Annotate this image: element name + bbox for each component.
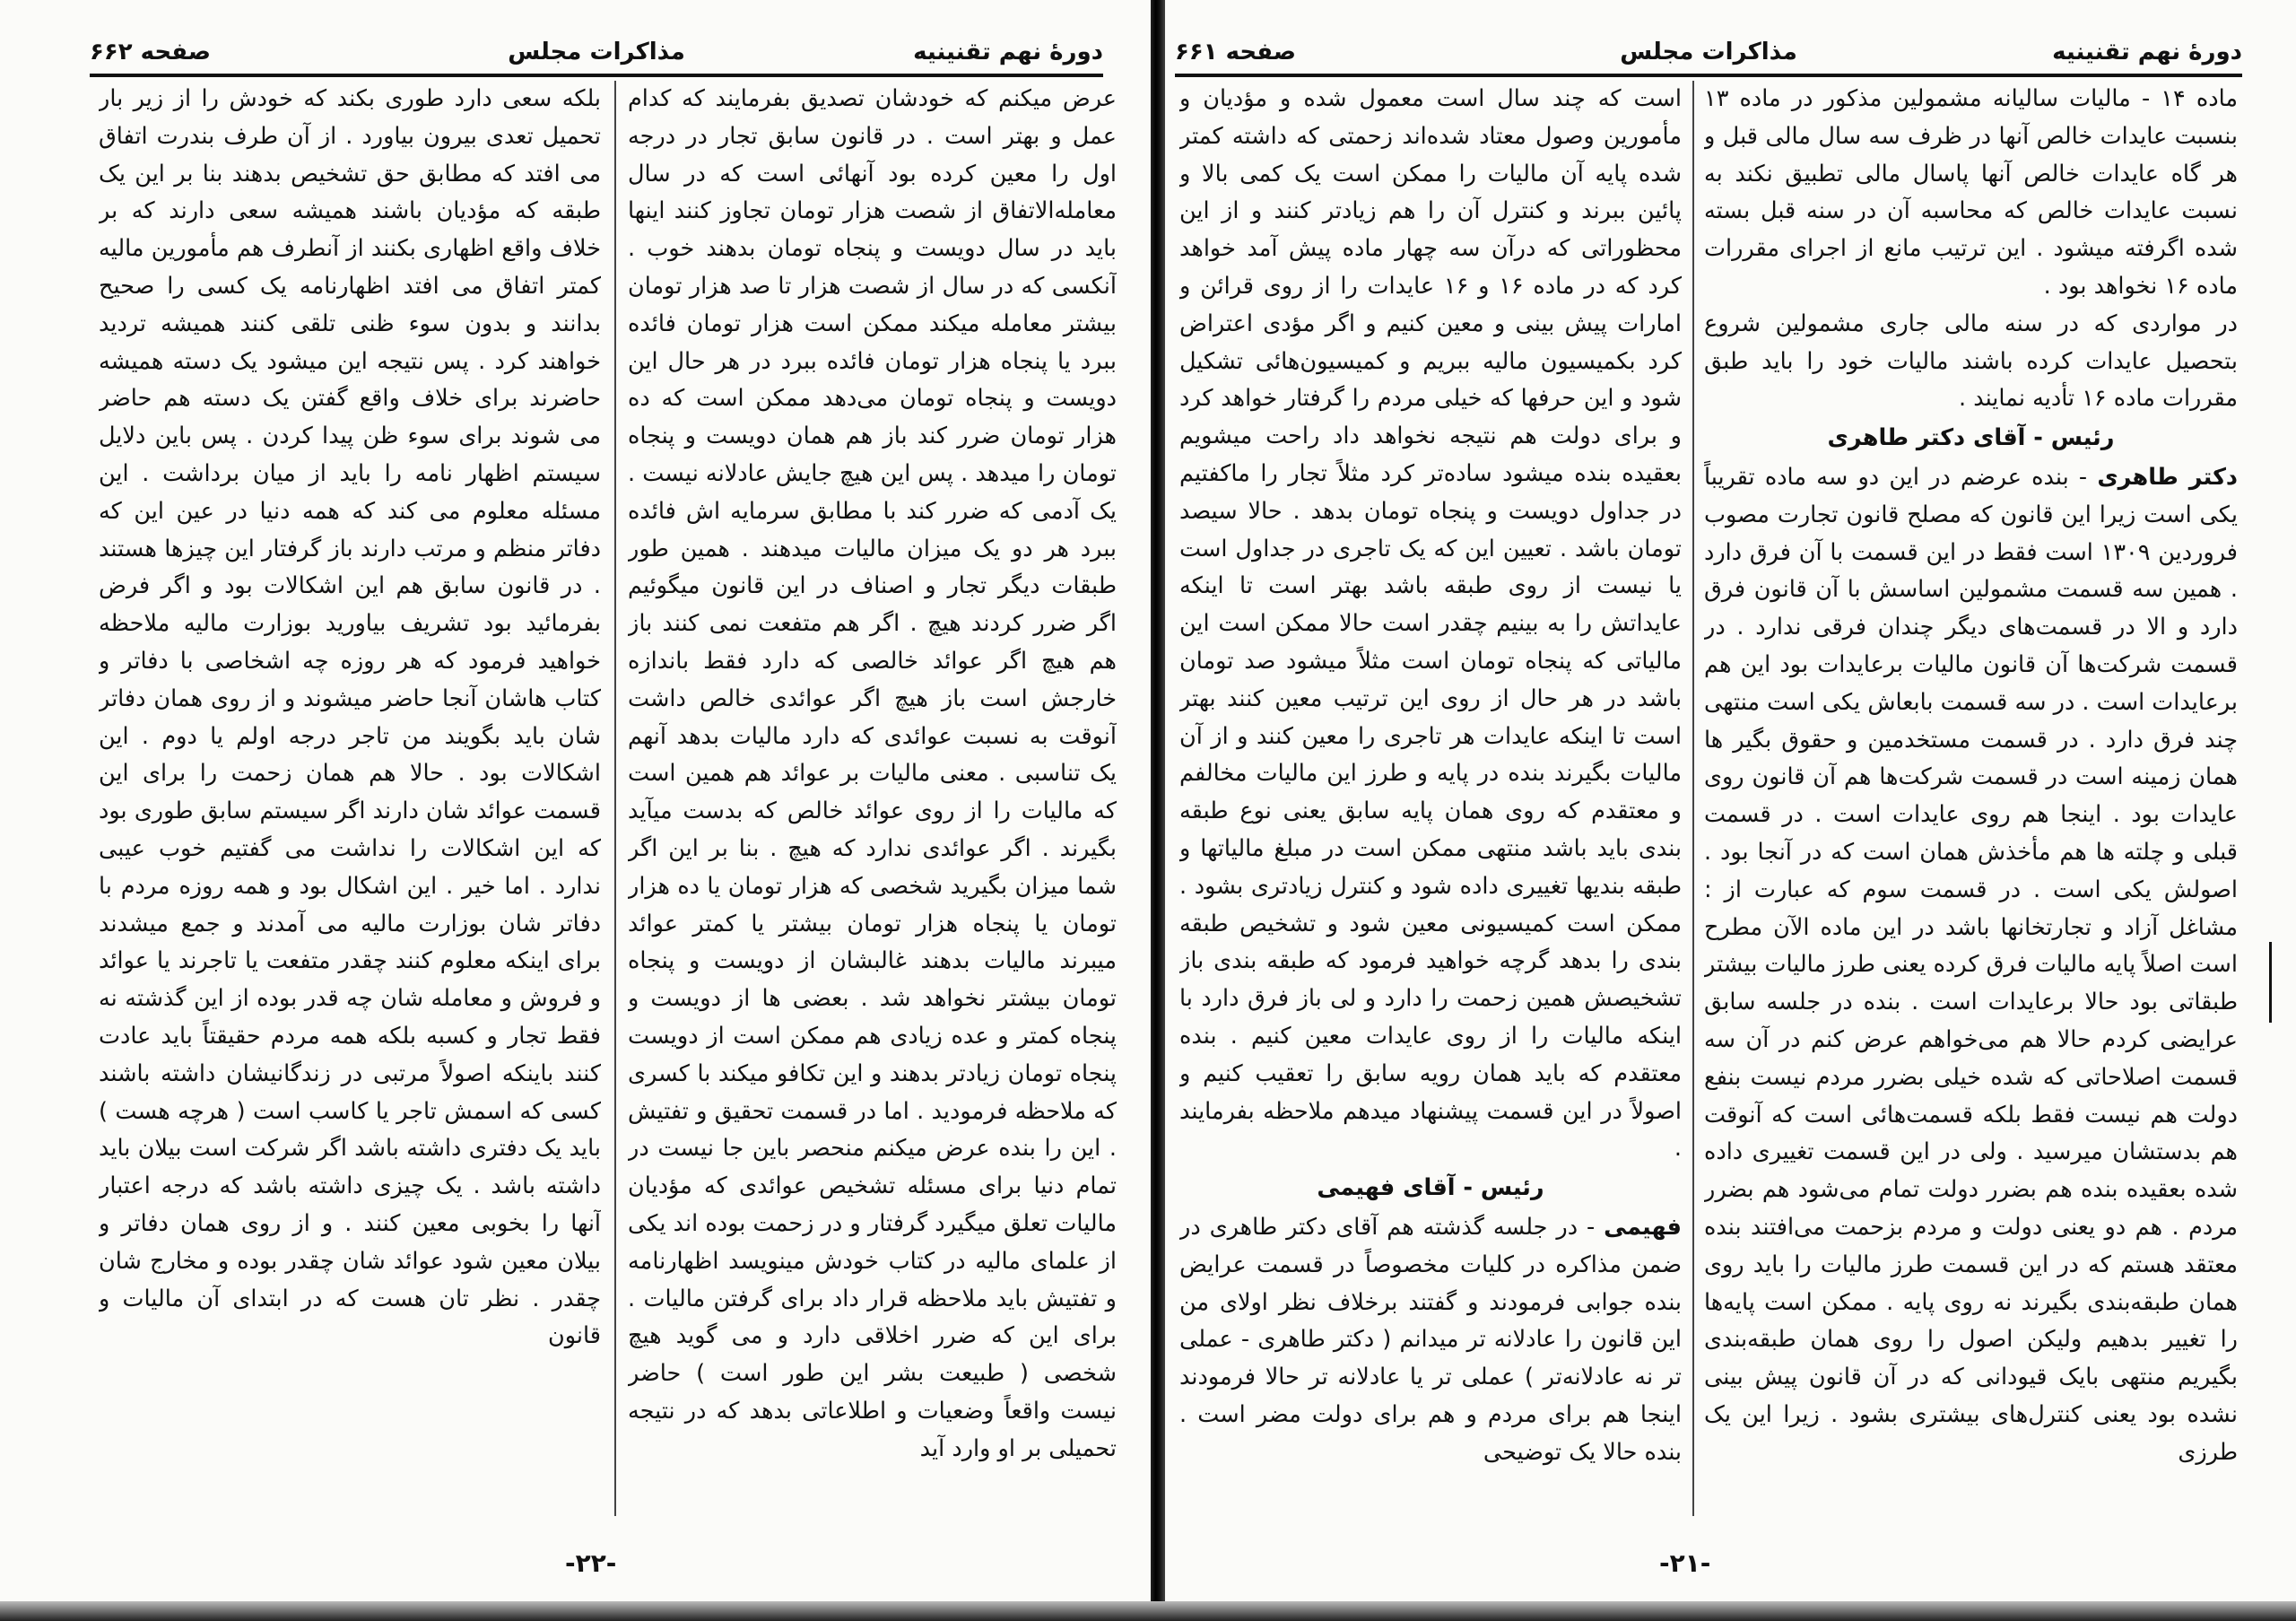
- paragraph: عرض میکنم که خودشان تصدیق بفرمایند که کدام عمل و بهتر است . در قانون سابق تجار در درجه اول را معین کرده بود آنهائی است که در سال معامله‌الاتفاق از شصت هزار تومان تجاوز کنند اینها باید در سال دویست و پنجاه تومان بدهند خوب . آنکسی که در سال از شصت هزار تا صد هزار تومان بیشتر معامله میکند ممکن است هزار تومان فائده ببرد یا پنجاه هزار تومان فائده ببرد در هر حال این دویست و پنجاه تومان می‌دهد ممکن است که ده هزار تومان ضرر کند باز هم همان دویست و پنجاه تومان را میدهد . پس این هیچ جایش عادلانه نیست . یک آدمی که ضرر کند با مطابق سرمایه اش فائده ببرد هر دو یک میزان مالیات میدهند . همین طور طبقات دیگر تجار و اصناف در این قانون میگوئیم اگر ضرر کردند هیچ . اگر هم متفعت نمی کنند باز هم هیچ اگر عوائد خالصی که دارد فقط باندازه خارجش است باز هیچ اگر عوائدی خالص داشت آنوقت به نسبت عوائدی که دارد مالیات بدهد آنهم یک تناسبی . معنی مالیات بر عوائد هم همین است که مالیات را از روی عوائد خالص که بدست میآید بگیرند . اگر عوائدی ندارد که هیچ . بنا بر این اگر شما میزان بگیرید شخصی که هزار تومان یا ده هزار تومان یا پنجاه هزار تومان بیشتر یا کمتر عوائد میبرند مالیات بدهند غالبشان از دویست و پنجاه تومان بیشتر نخواهد شد . بعضی ها از دویست و پنجاه کمتر و عده زیادی هم ممکن است از دویست پنجاه تومان زیادتر بدهند و این تکافو میکند با کسری که ملاحظه فرمودید . اما در قسمت تحقیق و تفتیش . این را بنده عرض میکنم منحصر باین جا نیست در تمام دنیا برای مسئله تشخیص عوائدی که مؤدیان مالیات تعلق میگیرد گرفتار و در زحمت بوده اند یکی از علمای مالیه در کتاب خودش مینویسد اظهارنامه و تفتیش باید ملاحظه قرار داد برای گرفتن مالیات . برای این که ضرر اخلاقی دارد و می گوید هیچ شخصی ( طبیعت بشر این طور است ) حاضر نیست واقعاً وضعیات و اطلاعاتی بدهد که در نتیجه تحمیلی بر او وارد آید: [628, 85, 1117, 1462]
- right-column-divider: [1692, 81, 1694, 1516]
- left-page-left-column: [99, 81, 601, 1525]
- paragraph: ماده ۱۴ - مالیات سالیانه مشمولین مذکور در ماده ۱۳ بنسبت عایدات خالص آنها در ظرف سه سال مالی قبل و هر گاه عایدات خالص آنها پاسال مالی تطبیق نکند به نسبت عایدات خالص که محاسبه آن در سنه قبل بسته شده اگرفته میشود . این ترتیب مانع از اجرای مقررات ماده ۱۶ نخواهد بود .: [1704, 85, 2238, 300]
- paragraph: در مواردی که در سنه مالی جاری مشمولین شروع بتحصیل عایدات کرده باشند مالیات خود را باید طبق مقررات ماده ۱۶ تأدیه نمایند .: [1704, 309, 2238, 413]
- right-page: [1157, 0, 2296, 1621]
- book-spine: [1151, 0, 1165, 1621]
- bottom-edge-shadow: [0, 1601, 2296, 1621]
- right-header-page-label: صفحه ۶۶۱: [1175, 39, 1297, 65]
- left-header-page-label: صفحه ۶۶۲: [90, 39, 212, 65]
- paragraph: است که چند سال است معمول شده و مؤدیان و مأمورین وصول معتاد شده‌اند زحمتی که داشته کمتر شده پایه آن مالیات را ممکن است یک کمی بالا و پائین ببرند و کنترل آن را هم زیادتر کنند و از این محظوراتی که درآن سه چهار ماده پیش آمد خواهد کرد که در ماده ۱۶ و ۱۶ عایدات را از روی قرائن و امارات پیش بینی و معین کنیم و اگر مؤدی اعتراض کرد بکمیسیون مالیه ببریم و کمیسیون‌هائی تشکیل شود و این حرفها که خیلی مردم را گرفتار خواهد کرد و برای دولت هم نتیجه نخواهد داد راحت میشویم بعقیده بنده میشود ساده‌تر کرد مثلاً تجار را ماکفتیم در جداول دویست و پنجاه تومان بدهد . حالا سیصد تومان باشد . تعیین این که یک تاجری در جداول است یا نیست از روی طبقه باشد بهتر است تا اینکه عایداتش را به بینیم چقدر است حالا ممکن است این مالیاتی که پنجاه تومان است مثلاً میشود صد تومان باشد در هر حال از روی این ترتیب معین کنند بهتر است تا اینکه عایدات هر تاجری را معین کنند و از آن مالیات بگیرند بنده در پایه و طرز این مالیات مخالفم و معتقدم که روی همان پایه سابق یعنی نوع طبقه بندی باید باشد منتهی ممکن است در مبلغ مالیاتها و طبقه بندیها تغییری داده شود و کنترل زیادتری بشود . ممکن است کمیسیونی معین شود و تشخیص طبقه بندی را بدهد گرچه خواهید فرمود که طبقه بندی باز تشخیصش همین زحمت را دارد و لی باز فرق دارد با اینکه مالیات را از روی عایدات معین کنیم . بنده معتقدم که باید همان رویه سابق را تعقیب کنیم و اصولاً در این قسمت پیشنهاد میدهم ملاحظه بفرمایند .: [1179, 85, 1682, 1163]
- left-page-number: -۲۲-: [565, 1548, 617, 1578]
- paragraph-text: - بنده عرضم در این دو سه ماده تقریباً یکی است زیرا این قانون که مصلح قانون تجارت مصوب فروردین ۱۳۰۹ است فقط در این قسمت با آن فرق دارد . همین سه قسمت مشمولین اساسش با آن قانون فرق دارد و الا در قسمت‌های دیگر چندان فرقی ندارد . در قسمت شرکت‌ها آن قانون مالیات برعایدات بود این هم برعایدات است . در سه قسمت بابعاش یکی است منتهی چند فرق دارد . در قسمت مستخدمین و حقوق بگیر ها همان زمینه است در قسمت شرکت‌ها هم آن قانون روی عایدات بود . اینجا هم روی عایدات است . در قسمت قبلی و چلته ها هم مأخذش همان است که در آنجا بود . اصولش یکی است . در قسمت سوم که عبارت از : مشاغل آزاد و تجارتخانها باشد در این ماده الآن مطرح است اصلاً پایه مالیات فرق کرده یعنی طرز مالیات بیشتر طبقاتی بود حالا برعایدات است . بنده در جلسه سابق عرایضی کردم حالا هم می‌خواهم عرض کنم در آن سه قسمت اصلاحاتی که شده خیلی بضرر مردم نیست بنفع دولت هم نیست فقط بلکه قسمت‌هائی است که آنوقت هم بدستشان میرسید . ولی در این قسمت تغییری داده شده بعقیده بنده هم بضرر دولت تمام می‌شود هم بضرر مردم . هم دو یعنی دولت و مردم بزحمت می‌افتند بنده معتقد هستم که در این قسمت طرز مالیات را باید روی همان طبقه‌بندی بگیرند نه روی پایه . ممکن است پایه‌ها را تغییر بدهیم ولیکن اصول را روی همان طبقه‌بندی بگیریم منتهی بایک قیودانی که در آن قانون پیش بینی نشده بود یعنی کنترل‌های بیشتری بشود . زیرا این یک طرزی: [1704, 463, 2238, 1466]
- right-page-right-column: [1704, 81, 2238, 1525]
- left-header-session: دورهٔ نهم تقنینیه: [913, 39, 1103, 65]
- speaker-name: فهیمی: [1604, 1213, 1682, 1241]
- right-header-session: دورهٔ نهم تقنینیه: [2052, 39, 2242, 65]
- left-page-header: [90, 34, 1103, 77]
- speaker-heading: رئیس - آقای فهیمی: [1317, 1174, 1544, 1202]
- speaker-name: دکتر طاهری: [2097, 463, 2238, 491]
- paragraph-text: - در جلسه گذشته هم آقای دکتر طاهری در ضمن مذاکره در کلیات مخصوصاً در قسمت عرایض بنده جوابی فرمودند و گفتند برخلاف نظر اولای من این قانون را عادلانه تر میدانم ( دکتر طاهری - عملی تر نه عادلانه‌تر ) عملی تر یا عادلانه تر حالا فرمودند اینجا هم برای مردم و هم برای دولت مضر است . بنده حالا یک توضیحی: [1179, 1213, 1682, 1466]
- speaker-heading: رئیس - آقای دکتر طاهری: [1827, 424, 2115, 452]
- paragraph: [1704, 459, 2238, 1472]
- paragraph: بلکه سعی دارد طوری بکند که خودش را از زیر بار تحمیل تعدی بیرون بیاورد . از آن طرف بندرت اتفاق می افتد که مطابق حق تشخیص بدهند بنا بر این یک طبقه که مؤدیان باشند همیشه سعی دارند که بر خلاف واقع اظهاری بکنند از آنطرف هم مأمورین مالیه کمتر اتفاق می افتد اظهارنامه یک کسی را صحیح بدانند و بدون سوء ظنی تلقی کنند همیشه تردید خواهند کرد . پس نتیجه این میشود یک دسته همیشه حاضرند برای خلاف واقع گفتن یک دسته هم حاضر می شوند برای سوء ظن پیدا کردن . پس باین دلایل سیستم اظهار نامه را باید از میان برداشت . این مسئله معلوم می کند که همه دنیا در عین این که دفاتر منظم و مرتب دارند باز گرفتار این چیزها هستند . در قانون سابق هم این اشکالات بود و اگر فرض بفرمائید بود تشریف بیاورید بوزارت مالیه ملاحظه خواهید فرمود که هر روزه چه اشخاصی با دفاتر و کتاب هاشان آنجا حاضر میشوند و از روی همان دفاتر شان باید بگویند من تاجر درجه اولم یا دوم . این اشکالات بود . حالا هم همان زحمت را برای این قسمت عوائد شان دارند اگر سیستم سابق طوری بود که این اشکالات را نداشت می گفتیم خوب عیبی ندارد . اما خیر . این اشکال بود و همه روزه مردم با دفاتر شان بوزارت مالیه می آمدند و جمع میشدند برای اینکه معلوم کنند چقدر متفعت یا تاجرند یا عوائد و فروش و معامله شان چه قدر بوده از این گذشته نه فقط تجار و کسبه بلکه همه مردم حقیقتاً باید عادت کنند باینکه اصولاً مرتبی در زندگانیشان داشته باشند کسی که اسمش تاجر یا کاسب است ( هرچه هست ) باید یک دفتری داشته باشد اگر شرکت است بیلان باید داشته باشد . یک چیزی داشته باشد که درجه اعتبار آنها را بخوبی معین کنند . و از روی همان دفاتر و بیلان معین شود عوائد شان چقدر بوده و مخارج شان چقدر . نظر تان هست که در ابتدای آن مالیات و قانون: [99, 85, 601, 1350]
- left-page-right-column: [628, 81, 1117, 1525]
- paragraph: [1179, 1209, 1682, 1472]
- right-page-header: [1175, 34, 2242, 77]
- right-page-left-column: [1179, 81, 1682, 1525]
- right-page-number: -۲۱-: [1659, 1548, 1711, 1578]
- left-header-title: مذاکرات مجلس: [508, 39, 685, 65]
- left-column-divider: [614, 81, 616, 1516]
- margin-mark: [2269, 942, 2272, 1023]
- right-header-title: مذاکرات مجلس: [1620, 39, 1797, 65]
